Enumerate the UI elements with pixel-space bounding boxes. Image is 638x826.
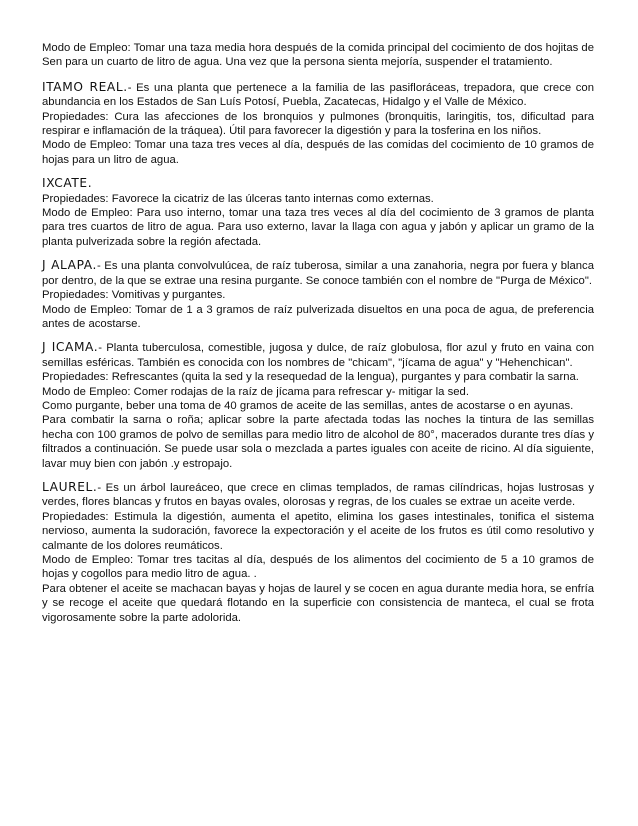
jicama-lead: - Planta tuberculosa, comestible, jugosa y dulce, de raíz globulosa, flor azul y fruto en vaina con semillas esféricas. También es conocida con los nombres de "chicam", "jícama de agua" y "Hehenchican". [42,342,594,369]
ixcate-propiedades: Propiedades: Favorece la cicatriz de las úlceras tanto internas como externas. [42,192,434,205]
laurel-aceite: Para obtener el aceite se machacan bayas y hojas de laurel y se cocen en agua durante media hora, se enfría y se recoge el aceite que quedará flotando en la superficie con consistencia de manteca, el cual se frota vigorosamente sobre la parte adolorida. [42,582,595,624]
laurel-description [42,480,594,510]
jicama-purgante: Como purgante, beber una toma de 40 gramos de aceite de las semillas, antes de acostarse o en ayunas. [42,399,574,412]
intro-section [42,41,594,70]
intro-modo-empleo: Modo de Empleo: Tomar una taza media hora después de la comida principal del cocimiento de dos hojitas de Sen para un cuarto de litro de agua. Una vez que la persona sienta mejoría, suspender el tratamiento. [42,42,594,69]
itamo-real-lead: - Es una planta que pertenece a la familia de las pasifloráceas, trepadora, que crece con abundancia en los Estados de San Luís Potosí, Puebla, Zacatecas, Hidalgo y el Valle de México. [42,81,595,109]
laurel-heading: LAUREL. [42,479,98,494]
jicama-heading: J ICAMA. [42,340,99,355]
itamo-real-description [42,80,594,110]
jalapa-section [42,258,594,331]
jalapa-description [42,258,594,288]
jicama-section [42,340,594,471]
laurel-section [42,480,594,625]
jicama-description [42,340,594,370]
ixcate-heading-line [42,176,594,191]
ixcate-section [42,176,594,249]
laurel-propiedades: Propiedades: Estimula la digestión, aumenta el apetito, elimina los gases intestinales, tonifica el sistema nervioso, aumenta la sudoración, favorece la expectoración y el aceite de los frutos es útil como resolutivo y calmante de los dolores reumáticos. [42,510,594,552]
jalapa-modo-empleo: Modo de Empleo: Tomar de 1 a 3 gramos de raíz pulverizada disueltos en una poca de agua, de preferencia antes de acostarse. [42,303,594,330]
itamo-real-section [42,80,594,167]
jalapa-propiedades: Propiedades: Vomitivas y purgantes. [42,289,226,302]
ixcate-heading: IXCATE. [42,176,93,191]
jalapa-heading: J ALAPA. [42,258,97,273]
laurel-lead: - Es un árbol laureáceo, que crece en climas templados, de ramas cilíndricas, hojas lustrosas y verdes, flores blancas y frutos en bayas ovales, olorosas y regras, de los cuales se extrae un aceite verde. [42,481,594,509]
ixcate-modo-empleo: Modo de Empleo: Para uso interno, tomar una taza tres veces al día del cocimiento de 3 gramos de planta para tres cuartos de litro de agua. Para uso externo, lavar la llaga con agua y jabón y aplicar un gramo de la planta pulverizada sobre la región afectada. [42,207,594,248]
laurel-modo-empleo: Modo de Empleo: Tomar tres tacitas al día, después de los alimentos del cocimiento de 5 a 10 gramos de hojas y cogollos para medio litro de agua. . [42,554,594,581]
itamo-real-propiedades: Propiedades: Cura las afecciones de los bronquios y pulmones (bronquitis, laringitis, tos, dificultad para respirar e inflamación de la tráquea). Útil para favorecer la digestión y para la tosferina en los niños. [42,110,594,138]
jicama-sarna: Para combatir la sarna o roña; aplicar sobre la parte afectada todas las noches la tintura de las semillas hecha con 100 gramos de polvo de semillas para medio litro de alcohol de 80°, macerados durante tres días y filtrados a continuación. Se puede usar sola o mezclada a partes iguales con aceite de ricino. Al día siguiente, lavar muy bien con jabón .y estropajo. [42,414,594,470]
itamo-real-modo-empleo: Modo de Empleo: Tomar una taza tres veces al día, después de las comidas del cocimiento de 10 gramos de hojas para un litro de agua. [42,139,594,166]
itamo-real-heading: ITAMO REAL. [42,79,128,94]
jicama-propiedades: Propiedades: Refrescantes (quita la sed y la resequedad de la lengua), purgantes y para combatir la sarna. [42,371,579,384]
jicama-modo-empleo: Modo de Empleo: Comer rodajas de la raíz de jícama para refrescar y- mitigar la sed. [42,385,469,398]
jalapa-lead: - Es una planta convolvulúcea, de raíz tuberosa, similar a una zanahoria, negra por fuera y blanca por dentro, de la que se extrae una resina purgante. Se conoce también con el nombre de "Purga de México". [42,260,594,287]
